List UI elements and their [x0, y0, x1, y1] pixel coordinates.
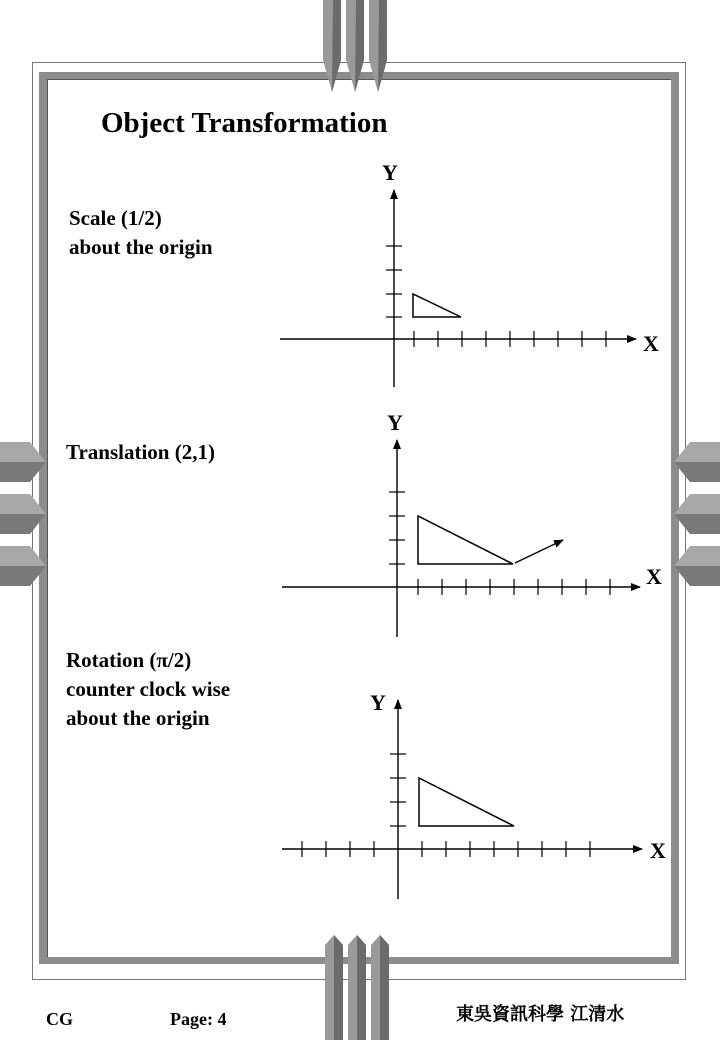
scale-description	[69, 204, 213, 262]
translation-y-label: Y	[387, 410, 403, 435]
translation-line-1: Translation (2,1)	[66, 440, 215, 464]
scale-axes	[280, 190, 636, 387]
rotation-line-3: about the origin	[66, 706, 210, 730]
side-tabs-right	[674, 442, 720, 586]
rotation-line-1: Rotation (π/2)	[66, 648, 192, 672]
rotation-y-label: Y	[370, 690, 386, 715]
author-credit: 東吳資訊科學 江清水	[456, 1004, 625, 1025]
scaled-triangle	[413, 294, 461, 317]
translation-arrow	[515, 540, 563, 563]
translated-triangle	[418, 516, 513, 564]
rotation-axes	[282, 700, 642, 899]
page-number: Page: 4	[170, 1009, 227, 1029]
rotation-line-2: counter clock wise	[66, 677, 231, 701]
side-tabs-left	[0, 442, 46, 586]
binder-rings-top	[323, 0, 387, 92]
course-label: CG	[46, 1009, 73, 1029]
scale-x-label: X	[643, 331, 659, 356]
slide-title: Object Transformation	[101, 107, 388, 139]
translation-x-label: X	[646, 564, 662, 589]
translation-axes	[282, 440, 640, 637]
scale-y-label: Y	[382, 160, 398, 185]
rotation-triangle	[419, 778, 514, 826]
binder-rings-bottom	[325, 935, 389, 1040]
translation-description	[66, 438, 215, 467]
rotation-x-label: X	[650, 838, 666, 863]
rotation-description	[66, 646, 230, 733]
scale-line-2: about the origin	[69, 235, 213, 259]
scale-line-1: Scale (1/2)	[69, 206, 162, 230]
